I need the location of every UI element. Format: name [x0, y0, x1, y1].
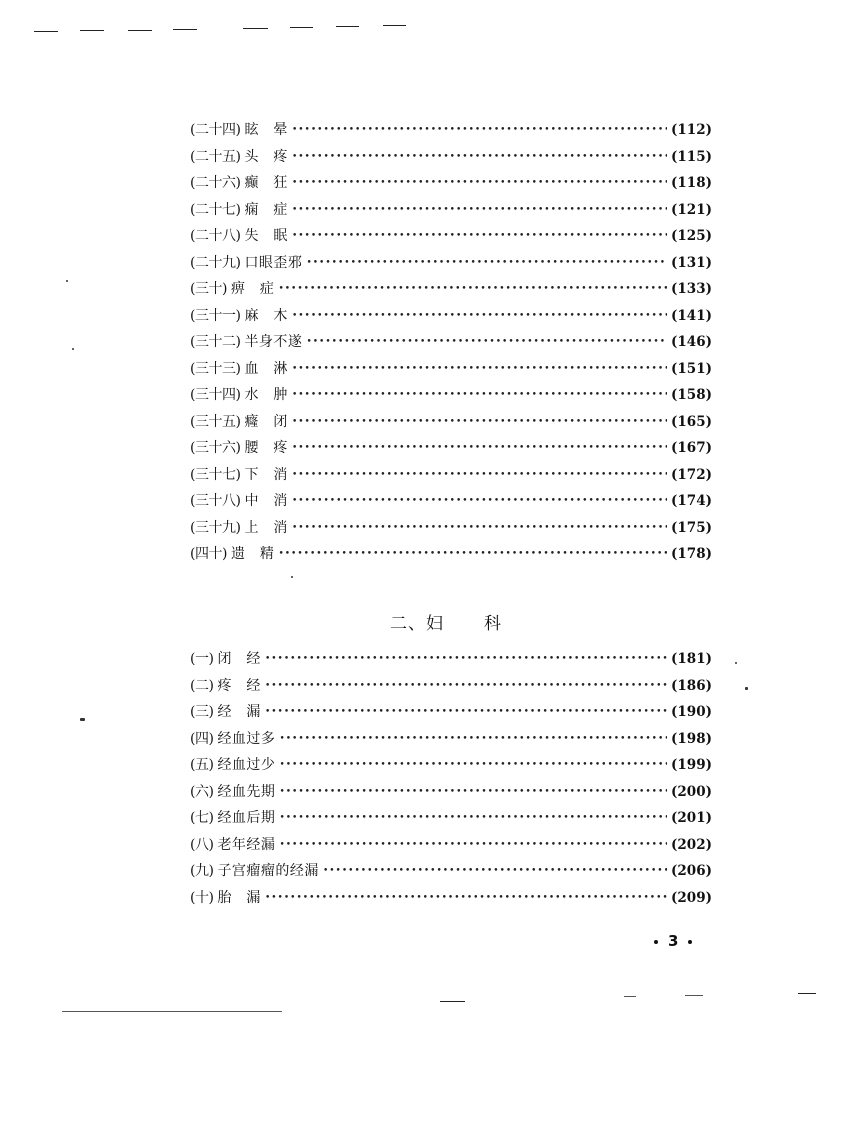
entry-number: (九)	[190, 863, 214, 879]
entry-title: 水 肿	[244, 387, 288, 403]
entry-title: 经 漏	[217, 704, 261, 720]
entry-title: 经血过多	[217, 730, 276, 747]
scan-artifact-top-rule	[173, 29, 197, 30]
entry-page: (131)	[671, 254, 712, 271]
entry-title: 遗 精	[230, 546, 275, 562]
entry-page: (174)	[671, 493, 712, 509]
toc-entry[interactable]	[190, 699, 712, 726]
toc-entry[interactable]	[190, 250, 712, 277]
toc-entry[interactable]	[190, 356, 712, 383]
entry-page: (202)	[671, 836, 712, 853]
entry-number: (二十五)	[190, 148, 241, 165]
toc-entry[interactable]	[190, 832, 712, 859]
toc-entry[interactable]	[190, 673, 712, 700]
toc-entry[interactable]	[190, 646, 712, 673]
entry-number: (七)	[190, 810, 214, 826]
entry-page: (201)	[671, 810, 712, 826]
scan-artifact-top-rule	[290, 27, 313, 28]
toc-entry[interactable]	[190, 779, 712, 806]
entry-page: (112)	[671, 122, 712, 138]
entry-number: (二)	[190, 677, 214, 694]
entry-title: 口眼歪邪	[244, 254, 303, 271]
entry-title: 子宫瘤瘤的经漏	[217, 863, 319, 879]
toc-entry[interactable]	[190, 858, 712, 885]
toc-entry[interactable]	[190, 329, 712, 356]
entry-title: 下 消	[244, 466, 288, 483]
entry-number: (二十八)	[190, 228, 241, 244]
entry-number: (三十一)	[190, 307, 241, 324]
dot-leader	[292, 515, 667, 542]
entry-title: 头 疼	[244, 148, 288, 165]
toc-entry[interactable]	[190, 726, 712, 753]
page-number-dot-left	[654, 940, 658, 944]
page-number-value: 3	[668, 932, 679, 950]
dot-leader	[265, 885, 667, 912]
entry-number: (三十)	[190, 281, 227, 297]
toc-entry[interactable]	[190, 170, 712, 197]
scan-speck	[66, 280, 68, 282]
scan-speck	[735, 662, 737, 664]
entry-title: 老年经漏	[217, 836, 276, 853]
scan-artifact-bottom-rule	[798, 993, 816, 994]
entry-page: (175)	[671, 519, 712, 536]
entry-page: (125)	[671, 228, 712, 244]
dot-leader	[292, 488, 667, 515]
entry-page: (186)	[671, 677, 712, 694]
toc-entry[interactable]	[190, 515, 712, 542]
dot-leader	[278, 276, 667, 303]
dot-leader	[292, 117, 667, 144]
entry-page: (190)	[671, 704, 712, 720]
scan-speck	[80, 718, 85, 721]
entry-page: (158)	[671, 387, 712, 403]
entry-title: 痫 症	[244, 201, 288, 218]
entry-page: (146)	[671, 334, 712, 350]
entry-number: (三十五)	[190, 413, 241, 430]
toc-entry[interactable]	[190, 223, 712, 250]
toc-entry[interactable]	[190, 303, 712, 330]
entry-title: 癃 闭	[244, 413, 288, 430]
toc-entry[interactable]	[190, 435, 712, 462]
dot-leader	[292, 170, 667, 197]
dot-leader	[278, 541, 667, 568]
entry-page: (165)	[671, 413, 712, 430]
dot-leader	[265, 646, 667, 673]
dot-leader	[292, 303, 667, 330]
entry-page: (200)	[671, 783, 712, 800]
dot-leader	[292, 409, 667, 436]
entry-page: (209)	[671, 889, 712, 906]
entry-page: (115)	[671, 148, 712, 165]
entry-number: (三十四)	[190, 387, 241, 403]
toc-entry[interactable]	[190, 144, 712, 171]
dot-leader	[323, 858, 667, 885]
scan-artifact-bottom-rule	[62, 1011, 282, 1012]
entry-number: (三十七)	[190, 466, 241, 483]
entry-page: (178)	[671, 546, 712, 562]
entry-title: 胎 漏	[217, 889, 261, 906]
entry-number: (四)	[190, 730, 214, 747]
entry-title: 经血后期	[217, 810, 276, 826]
entry-page: (172)	[671, 466, 712, 483]
scan-artifact-bottom-rule	[440, 1001, 465, 1002]
toc-entry[interactable]	[190, 462, 712, 489]
entry-page: (198)	[671, 730, 712, 747]
scan-speck	[745, 687, 748, 690]
entry-title: 血 淋	[244, 360, 288, 377]
dot-leader	[292, 382, 667, 409]
toc-entry[interactable]	[190, 382, 712, 409]
entry-number: (三)	[190, 704, 214, 720]
section-heading-part1: 二、妇	[390, 614, 444, 634]
dot-leader	[292, 356, 667, 383]
toc-entry[interactable]	[190, 117, 712, 144]
dot-leader	[306, 250, 667, 277]
dot-leader	[279, 726, 667, 753]
entry-page: (206)	[671, 863, 712, 879]
scan-speck	[291, 576, 293, 578]
entry-page: (118)	[671, 175, 712, 191]
toc-entry[interactable]	[190, 409, 712, 436]
entry-title: 麻 木	[244, 307, 288, 324]
page-number	[644, 932, 702, 950]
entry-title: 中 消	[244, 493, 288, 509]
entry-title: 经血过少	[217, 757, 276, 773]
toc-entry[interactable]	[190, 276, 712, 303]
entry-page: (141)	[671, 307, 712, 324]
entry-page: (181)	[671, 651, 712, 667]
entry-title: 腰 疼	[244, 440, 288, 456]
scan-artifact-bottom-rule	[685, 995, 703, 996]
toc-section-internal-medicine	[190, 117, 712, 568]
entry-number: (五)	[190, 757, 214, 773]
entry-title: 上 消	[244, 519, 288, 536]
dot-leader	[292, 435, 667, 462]
toc-entry[interactable]	[190, 805, 712, 832]
section-heading-part2: 科	[484, 614, 502, 634]
scan-artifact-top-rule	[80, 30, 104, 31]
scan-artifact-bottom-rule	[624, 996, 636, 997]
entry-title: 痹 症	[230, 281, 275, 297]
toc-section-gynecology	[190, 646, 712, 911]
entry-title: 闭 经	[217, 651, 261, 667]
dot-leader	[292, 144, 667, 171]
entry-number: (三十三)	[190, 360, 241, 377]
dot-leader	[265, 699, 667, 726]
toc-entry[interactable]	[190, 197, 712, 224]
scan-speck	[72, 348, 74, 350]
entry-number: (三十九)	[190, 519, 241, 536]
toc-entry[interactable]	[190, 541, 712, 568]
dot-leader	[279, 805, 667, 832]
entry-page: (121)	[671, 201, 712, 218]
page-number-dot-right	[688, 940, 692, 944]
scan-artifact-top-rule	[128, 30, 152, 31]
dot-leader	[292, 462, 667, 489]
entry-title: 失 眠	[244, 228, 288, 244]
toc-entry[interactable]	[190, 752, 712, 779]
toc-entry[interactable]	[190, 488, 712, 515]
toc-entry[interactable]	[190, 885, 712, 912]
scan-artifact-top-rule	[336, 26, 359, 27]
section-heading-gynecology	[390, 609, 502, 634]
entry-page: (199)	[671, 757, 712, 773]
entry-number: (四十)	[190, 546, 227, 562]
entry-title: 半身不遂	[244, 334, 303, 350]
dot-leader	[306, 329, 667, 356]
entry-title: 疼 经	[217, 677, 261, 694]
entry-page: (133)	[671, 281, 712, 297]
entry-page: (167)	[671, 440, 712, 456]
entry-title: 经血先期	[217, 783, 276, 800]
dot-leader	[292, 223, 667, 250]
entry-number: (三十六)	[190, 440, 241, 456]
entry-number: (八)	[190, 836, 214, 853]
scan-artifact-top-rule	[383, 25, 406, 26]
entry-number: (二十九)	[190, 254, 241, 271]
entry-number: (一)	[190, 651, 214, 667]
entry-number: (二十四)	[190, 122, 241, 138]
entry-title: 癫 狂	[244, 175, 288, 191]
dot-leader	[279, 832, 667, 859]
entry-number: (六)	[190, 783, 214, 800]
dot-leader	[279, 779, 667, 806]
dot-leader	[265, 673, 667, 700]
dot-leader	[292, 197, 667, 224]
scan-artifact-top-rule	[34, 31, 58, 32]
dot-leader	[279, 752, 667, 779]
entry-page: (151)	[671, 360, 712, 377]
entry-number: (十)	[190, 889, 214, 906]
entry-number: (二十六)	[190, 175, 241, 191]
scan-artifact-top-rule	[243, 28, 268, 29]
entry-number: (三十八)	[190, 493, 241, 509]
entry-number: (二十七)	[190, 201, 241, 218]
entry-number: (三十二)	[190, 334, 241, 350]
entry-title: 眩 晕	[244, 122, 288, 138]
